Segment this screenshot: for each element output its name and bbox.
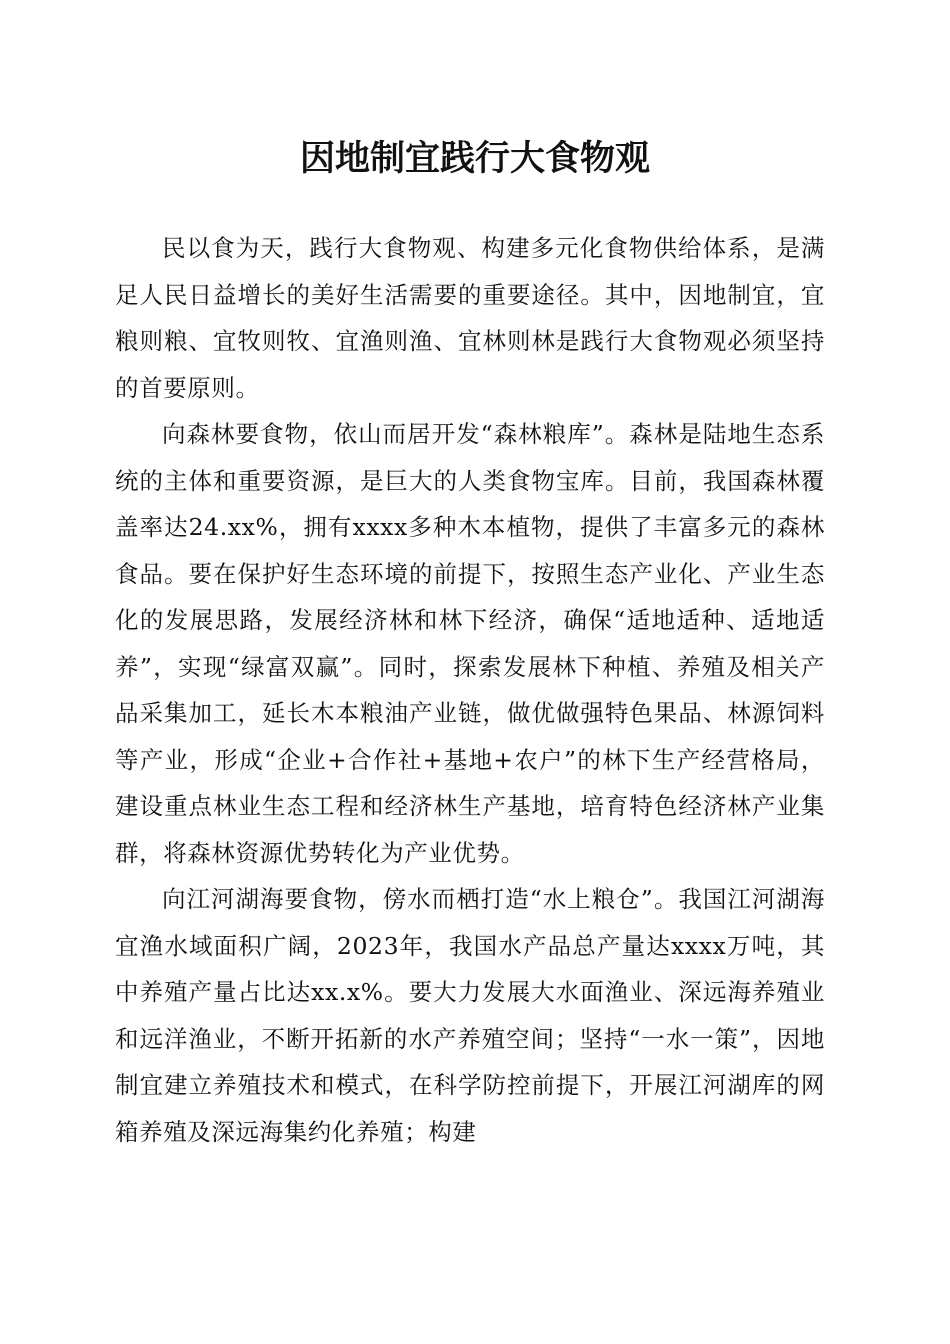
document-body — [115, 225, 825, 1155]
paragraph-waters: 向江河湖海要食物，傍水而栖打造“水上粮仓”。我国江河湖海宜渔水域面积广阔，2023年，我国水产品总产量达xxxx万吨，其中养殖产量占比达xx.x%。要大力发展大水面渔业、深远海养殖业和远洋渔业，不断开拓新的水产养殖空间；坚持“一水一策”，因地制宜建立养殖技术和模式，在科学防控前提下，开展江河湖库的网箱养殖及深远海集约化养殖；构建 — [115, 885, 825, 1146]
paragraph-forest: 向森林要食物，依山而居开发“森林粮库”。森林是陆地生态系统的主体和重要资源，是巨大的人类食物宝库。目前，我国森林覆盖率达24.xx%，拥有xxxx多种木本植物，提供了丰富多元的森林食品。要在保护好生态环境的前提下，按照生态产业化、产业生态化的发展思路，发展经济林和林下经济，确保“适地适种、适地适养”，实现“绿富双赢”。同时，探索发展林下种植、养殖及相关产品采集加工，延长木本粮油产业链，做优做强特色果品、林源饲料等产业，形成“企业+合作社+基地+农户”的林下生产经营格局，建设重点林业生态工程和经济林生产基地，培育特色经济林产业集群，将森林资源优势转化为产业优势。 — [115, 420, 825, 867]
paragraph-intro: 民以食为天，践行大食物观、构建多元化食物供给体系，是满足人民日益增长的美好生活需要的重要途径。其中，因地制宜，宜粮则粮、宜牧则牧、宜渔则渔、宜林则林是践行大食物观必须坚持的首要原则。 — [115, 234, 825, 402]
document-title: 因地制宜践行大食物观 — [299, 138, 650, 179]
